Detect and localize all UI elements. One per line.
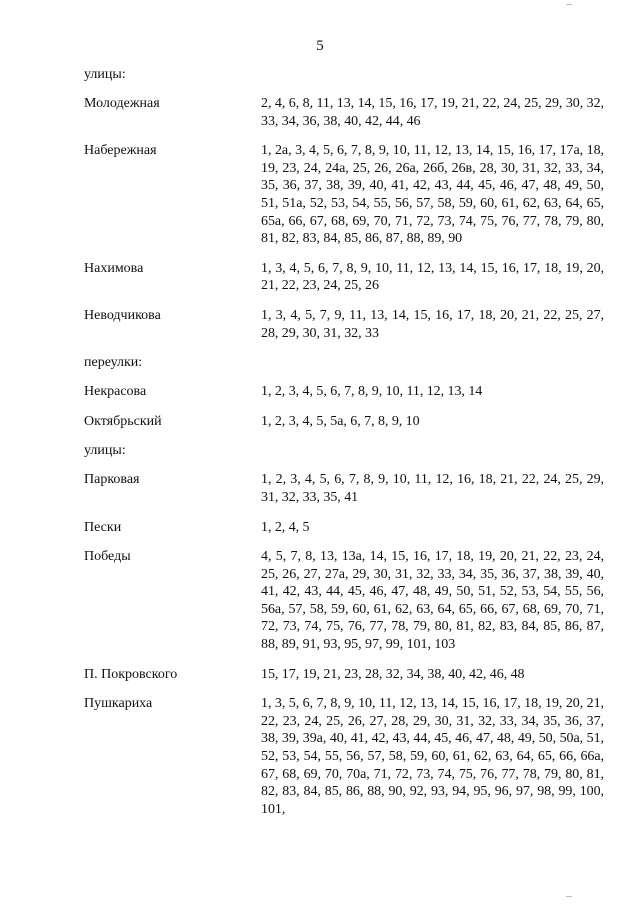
house-numbers: 1, 2, 4, 5	[261, 519, 310, 535]
street-name: Молодежная	[84, 96, 160, 111]
section-label-streets: улицы:	[84, 443, 126, 459]
street-entry	[84, 471, 604, 506]
street-name: Неводчикова	[84, 307, 161, 323]
lane-name: Октябрьский	[84, 413, 162, 429]
lane-entry	[84, 413, 604, 431]
house-numbers: 1, 2, 3, 4, 5, 6, 7, 8, 9, 10, 11, 12, 13, 14	[261, 384, 483, 400]
house-numbers: 1, 2, 3, 4, 5, 5а, 6, 7, 8, 9, 10	[261, 413, 420, 429]
address-list	[84, 66, 604, 830]
street-name: Набережная	[84, 143, 157, 159]
house-numbers: 1, 2а, 3, 4, 5, 6, 7, 8, 9, 10, 11, 12, 13, 14, 15, 16, 17, 17а, 18, 19, 23, 24, 24а, 25, 26, 26а, 26б, 26в, 28, 30, 31, 32, 33, 34, 35, 36, 37, 38, 39, 40, 41, 42, 43, 44, 45, 46, 47, 48, 49, 50, 51, 51а, 52, 53, 54, 55, 56, 57, 58, 59, 60, 61, 62, 63, 64, 65, 65а, 66, 67, 68, 69, 70, 71, 72, 73, 74, 75, 76, 77, 78, 79, 80, 81, 82, 83, 84, 85, 86, 87, 88, 89, 90	[261, 143, 604, 247]
scan-artifact	[566, 4, 572, 5]
house-numbers: 1, 3, 5, 6, 7, 8, 9, 10, 11, 12, 13, 14, 15, 16, 17, 18, 19, 20, 21, 22, 23, 24, 25, 26, 27, 28, 29, 30, 31, 32, 33, 34, 35, 36, 37, 38, 39, 39а, 40, 41, 42, 43, 44, 45, 46, 47, 48, 49, 50, 50а, 51, 52, 53, 54, 55, 56, 57, 58, 59, 60, 61, 62, 63, 64, 65, 66, 66а, 67, 68, 69, 70, 70а, 71, 72, 73, 74, 75, 76, 77, 78, 79, 80, 81, 82, 83, 84, 85, 86, 88, 90, 92, 93, 94, 95, 96, 97, 98, 99, 100, 101,	[261, 696, 604, 817]
street-name: Нахимова	[84, 260, 144, 276]
street-entry	[84, 548, 604, 654]
lane-entry	[84, 383, 604, 401]
section-label-lanes: переулки:	[84, 355, 143, 371]
street-entry	[84, 260, 604, 295]
house-numbers: 1, 2, 3, 4, 5, 6, 7, 8, 9, 10, 11, 12, 16, 18, 21, 22, 24, 25, 29, 31, 32, 33, 35, 41	[261, 472, 604, 505]
street-entry	[84, 307, 604, 342]
street-entry	[84, 666, 604, 684]
street-entry	[84, 695, 604, 818]
scan-artifact	[566, 896, 572, 897]
house-numbers: 4, 5, 7, 8, 13, 13а, 14, 15, 16, 17, 18, 19, 20, 21, 22, 23, 24, 25, 26, 27, 27а, 29, 30, 31, 32, 33, 34, 35, 36, 37, 38, 39, 40, 41, 42, 43, 44, 45, 46, 47, 48, 49, 50, 51, 52, 53, 54, 55, 56, 56а, 57, 58, 59, 60, 61, 62, 63, 64, 65, 66, 67, 68, 69, 70, 71, 72, 73, 74, 75, 76, 77, 78, 79, 80, 81, 82, 83, 84, 85, 86, 87, 88, 89, 91, 93, 95, 97, 99, 101, 103	[261, 549, 604, 653]
house-numbers: 1, 3, 4, 5, 7, 9, 11, 13, 14, 15, 16, 17, 18, 20, 21, 22, 25, 27, 28, 29, 30, 31, 32, 33	[261, 307, 604, 341]
house-numbers: 15, 17, 19, 21, 23, 28, 32, 34, 38, 40, 42, 46, 48	[261, 666, 525, 682]
street-name: Парковая	[84, 472, 140, 488]
street-entry	[84, 95, 604, 130]
street-entry	[84, 142, 604, 248]
street-entry	[84, 519, 604, 537]
street-name: Пушкариха	[84, 696, 153, 712]
page-number: 5	[316, 38, 324, 54]
street-name: Победы	[84, 549, 131, 565]
lane-name: Некрасова	[84, 384, 147, 400]
house-numbers: 1, 3, 4, 5, 6, 7, 8, 9, 10, 11, 12, 13, 14, 15, 16, 17, 18, 19, 20, 21, 22, 23, 24, 25, 26	[261, 260, 604, 294]
section-label-streets: улицы:	[84, 67, 126, 82]
street-name: Пески	[84, 519, 122, 535]
street-name: П. Покровского	[84, 666, 178, 682]
house-numbers: 2, 4, 6, 8, 11, 13, 14, 15, 16, 17, 19, 21, 22, 24, 25, 29, 30, 32, 33, 34, 36, 38, 40, 42, 44, 46	[261, 96, 604, 129]
